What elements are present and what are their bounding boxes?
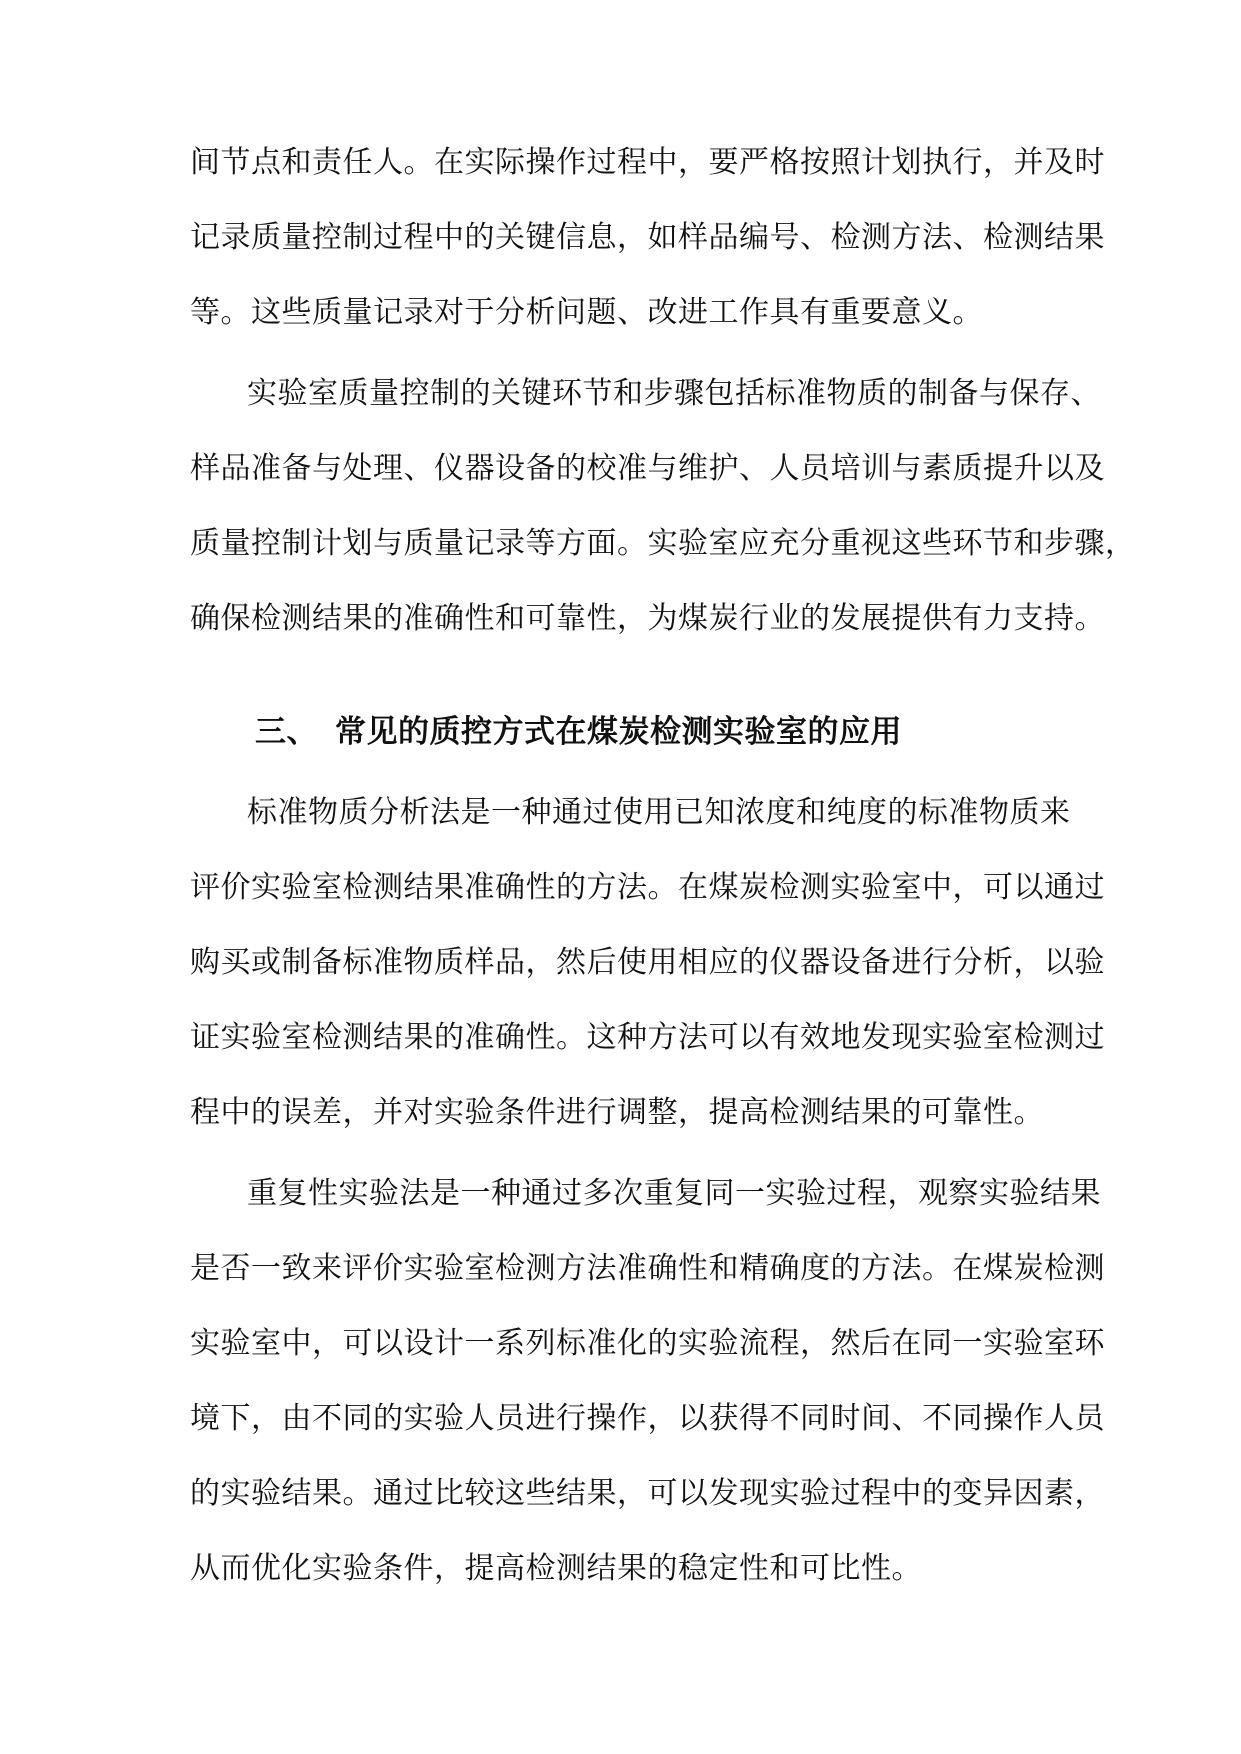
- text-line: 样品准备与处理、仪器设备的校准与维护、人员培训与素质提升以及: [190, 451, 1105, 486]
- text-line: 程中的误差，并对实验条件进行调整，提高检测结果的可靠性。: [190, 1095, 1044, 1130]
- section-number: 三、: [255, 714, 318, 750]
- text-line: 境下，由不同的实验人员进行操作，以获得不同时间、不同操作人员: [190, 1401, 1105, 1436]
- section-heading: [255, 711, 902, 753]
- text-line: 记录质量控制过程中的关键信息，如样品编号、检测方法、检测结果: [190, 220, 1105, 255]
- text-line: 重复性实验法是一种通过多次重复同一实验过程，观察实验结果: [247, 1176, 1101, 1211]
- text-line: 是否一致来评价实验室检测方法准确性和精确度的方法。在煤炭检测: [190, 1251, 1105, 1286]
- text-line: 的实验结果。通过比较这些结果，可以发现实验过程中的变异因素，: [190, 1476, 1105, 1511]
- text-line: 实验室中，可以设计一系列标准化的实验流程，然后在同一实验室环: [190, 1326, 1105, 1361]
- text-line: 评价实验室检测结果准确性的方法。在煤炭检测实验室中，可以通过: [190, 870, 1105, 905]
- text-line: 标准物质分析法是一种通过使用已知浓度和纯度的标准物质来: [247, 795, 1071, 830]
- text-line: 间节点和责任人。在实际操作过程中，要严格按照计划执行，并及时: [190, 145, 1105, 180]
- text-line: 质量控制计划与质量记录等方面。实验室应充分重视这些环节和步骤，: [190, 526, 1136, 561]
- text-line: 确保检测结果的准确性和可靠性，为煤炭行业的发展提供有力支持。: [190, 601, 1105, 636]
- section-title: 常见的质控方式在煤炭检测实验室的应用: [335, 714, 902, 750]
- text-line: 购买或制备标准物质样品，然后使用相应的仪器设备进行分析，以验: [190, 945, 1105, 980]
- text-line: 实验室质量控制的关键环节和步骤包括标准物质的制备与保存、: [247, 376, 1101, 411]
- text-line: 证实验室检测结果的准确性。这种方法可以有效地发现实验室检测过: [190, 1020, 1105, 1055]
- text-line: 等。这些质量记录对于分析问题、改进工作具有重要意义。: [190, 295, 983, 330]
- text-line: 从而优化实验条件，提高检测结果的稳定性和可比性。: [190, 1551, 922, 1586]
